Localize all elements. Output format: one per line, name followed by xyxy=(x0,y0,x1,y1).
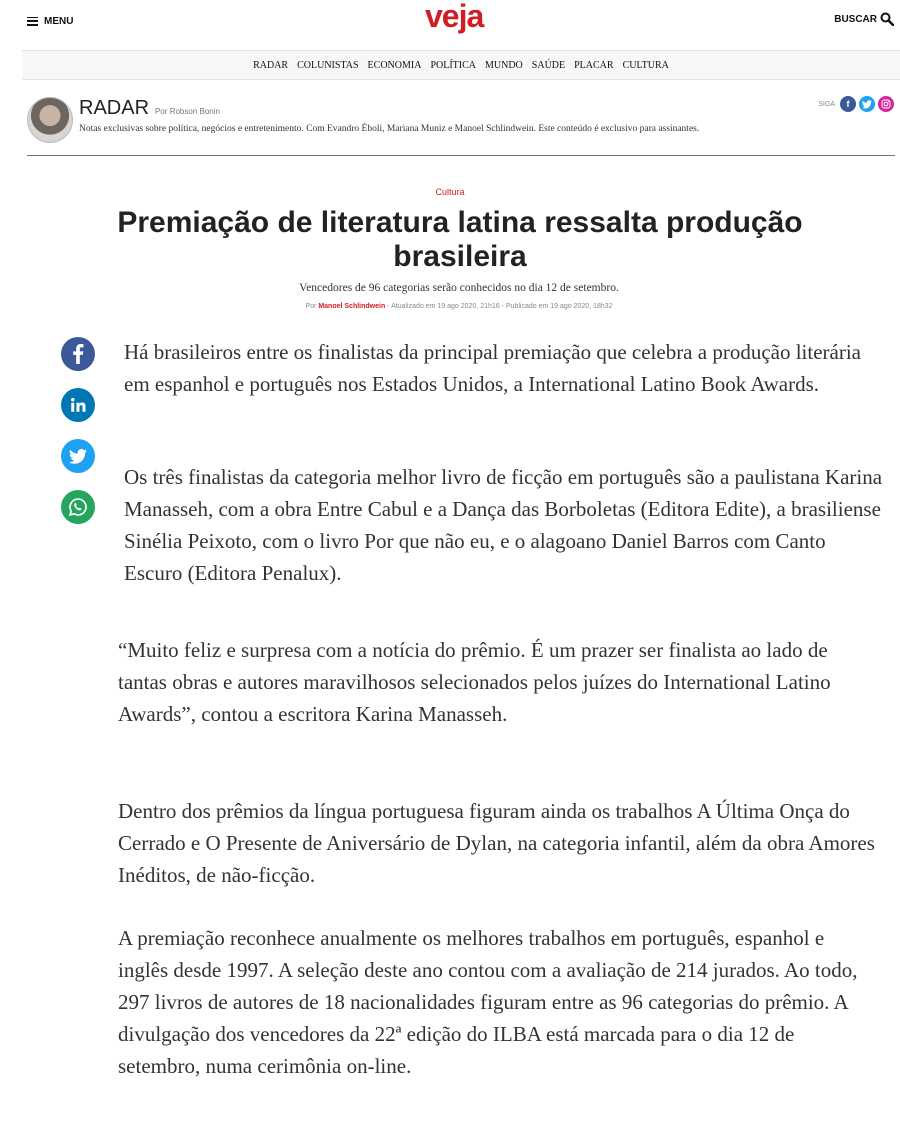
byline-author[interactable]: Manoel Schlindwein xyxy=(318,303,386,310)
article-paragraph-4: Dentro dos prêmios da língua portuguesa figuram ainda os trabalhos A Última Onça do Cerrado e O Presente de Aniversário de Dylan, na categoria infantil, além da obra Amores Inéditos, de não-ficção. xyxy=(118,799,875,887)
share-whatsapp-button[interactable] xyxy=(61,490,95,524)
article-paragraph-1: Há brasileiros entre os finalistas da principal premiação que celebra a produção literária em espanhol e português nos Estados Unidos, a International Latino Book Awards. xyxy=(124,340,861,396)
article-paragraph-2: Os três finalistas da categoria melhor livro de ficção em português são a paulistana Karina Manasseh, com a obra Entre Cabul e a Dança das Borboletas (Editora Edite), a brasiliense Sinélia Peixoto, com o livro Por que não eu, e o alagoano Daniel Barros com Canto Escuro (Editora Penalux). xyxy=(124,465,883,585)
facebook-icon[interactable]: f xyxy=(840,96,856,112)
nav-item-radar[interactable]: RADAR xyxy=(253,59,289,71)
columnist-avatar[interactable] xyxy=(27,97,73,143)
column-title xyxy=(79,97,220,120)
instagram-icon[interactable] xyxy=(878,96,894,112)
follow-label: SIGA xyxy=(818,100,835,108)
nav-item-placar[interactable]: PLACAR xyxy=(574,59,614,71)
byline-prefix: Por xyxy=(305,303,317,310)
veja-logo[interactable]: veja xyxy=(425,0,484,34)
share-twitter-button[interactable] xyxy=(61,439,95,473)
header-divider xyxy=(27,155,895,156)
nav-item-cultura[interactable]: CULTURA xyxy=(622,59,669,71)
article-headline: Premiação de literatura latina ressalta produção brasileira xyxy=(117,206,803,273)
article-paragraph-5: A premiação reconhece anualmente os melhores trabalhos em português, espanhol e inglês desde 1997. A seleção deste ano contou com a avaliação de 214 jurados. Ao todo, 297 livros de autores de 18 nacionalidades figuram entre as 96 categorias do prêmio. A divulgação dos vencedores da 22ª edição do ILBA está marcada para o dia 12 de setembro, numa cerimônia on-line. xyxy=(118,926,858,1078)
nav-item-economia[interactable]: ECONOMIA xyxy=(367,59,422,71)
twitter-icon[interactable] xyxy=(859,96,875,112)
column-author[interactable]: Por Robson Bonin xyxy=(155,107,220,116)
column-name[interactable]: RADAR xyxy=(79,97,150,119)
facebook-icon xyxy=(72,344,84,364)
menu-button[interactable] xyxy=(27,13,73,29)
nav-item-politica[interactable]: POLÍTICA xyxy=(430,59,476,71)
nav-item-colunistas[interactable]: COLUNISTAS xyxy=(297,59,359,71)
article-paragraph-3: “Muito feliz e surpresa com a notícia do prêmio. É um prazer ser finalista ao lado de tantas obras e autores maravilhosos selecionados pelos juízes do International Latino Awards”, contou a escritora Karina Manasseh. xyxy=(118,638,831,726)
article-category[interactable]: Cultura xyxy=(435,187,465,197)
search-button[interactable] xyxy=(834,12,894,26)
search-label: BUSCAR xyxy=(834,13,877,25)
column-header xyxy=(22,94,900,156)
hamburger-icon xyxy=(27,17,38,26)
nav-item-mundo[interactable]: MUNDO xyxy=(485,59,523,71)
byline-dates: - Atualizado em 19 ago 2020, 21h16 - Publicado em 19 ago 2020, 18h32 xyxy=(387,303,613,310)
nav-item-saude[interactable]: SAÚDE xyxy=(531,59,566,71)
share-bar xyxy=(61,337,95,541)
follow-links xyxy=(818,96,894,112)
article-subtitle: Vencedores de 96 categorias serão conhecidos no dia 12 de setembro. xyxy=(299,282,619,294)
search-icon xyxy=(880,12,894,26)
linkedin-icon xyxy=(69,396,87,414)
share-linkedin-button[interactable] xyxy=(61,388,95,422)
twitter-icon xyxy=(69,449,87,464)
menu-label: MENU xyxy=(44,15,74,27)
whatsapp-icon xyxy=(68,497,88,517)
share-facebook-button[interactable] xyxy=(61,337,95,371)
top-bar xyxy=(22,0,900,44)
column-description: Notas exclusivas sobre política, negócios e entretenimento. Com Evandro Éboli, Mariana Muniz e Manoel Schlindwein. Este conteúdo é exclusivo para assinantes. xyxy=(79,124,700,134)
section-nav xyxy=(22,50,900,80)
article-byline xyxy=(0,303,900,310)
